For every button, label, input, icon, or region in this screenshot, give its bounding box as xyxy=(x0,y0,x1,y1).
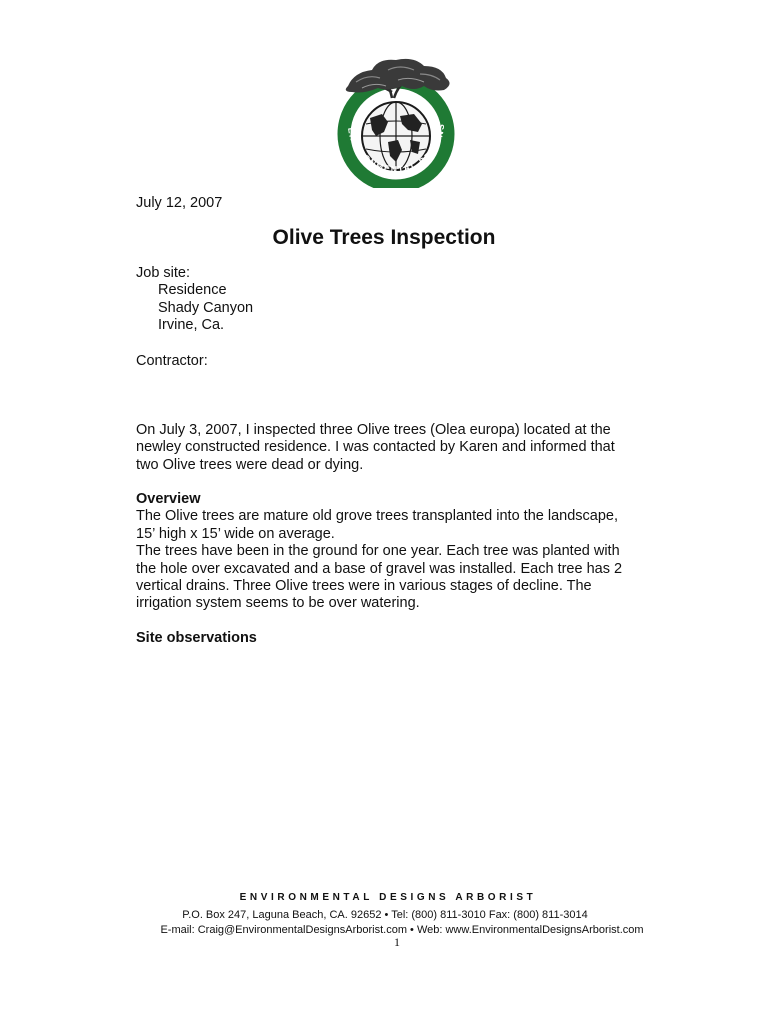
logo-ring-text: ENVIRONMENTAL DESIGNS xyxy=(346,122,447,175)
job-site-line: Residence xyxy=(158,282,227,299)
overview-heading: Overview xyxy=(136,491,201,507)
letter-date: July 12, 2007 xyxy=(136,195,223,211)
paragraph-line: On July 3, 2007, I inspected three Olive trees (Olea europa) located at the xyxy=(136,422,611,438)
footer-contact-line: E-mail: Craig@EnvironmentalDesignsArborist.com • Web: www.EnvironmentalDesignsArborist.com xyxy=(160,924,644,936)
overview-section xyxy=(136,491,622,613)
job-site-label: Job site: xyxy=(136,265,190,281)
site-observations-heading: Site observations xyxy=(136,630,257,646)
environmental-designs-logo xyxy=(328,52,464,188)
footer-company-name: ENVIRONMENTAL DESIGNS ARBORIST xyxy=(239,892,537,903)
job-site-line: Irvine, Ca. xyxy=(158,317,225,334)
footer-address-line: P.O. Box 247, Laguna Beach, CA. 92652 • Tel: (800) 811-3010 Fax: (800) 811-3014 xyxy=(182,909,588,921)
paragraph-line: vertical drains. Three Olive trees were in various stages of decline. The xyxy=(136,578,592,595)
page-title: Olive Trees Inspection xyxy=(272,226,496,249)
contractor-label: Contractor: xyxy=(136,353,208,369)
intro-paragraph xyxy=(136,422,615,474)
paragraph-line: newley constructed residence. I was contacted by Karen and informed that xyxy=(136,439,615,456)
paragraph-line: 15’ high x 15’ wide on average. xyxy=(136,525,335,542)
paragraph-line: irrigation system seems to be over watering. xyxy=(136,595,420,612)
paragraph-line: The trees have been in the ground for one year. Each tree was planted with xyxy=(136,543,620,560)
paragraph-line: two Olive trees were dead or dying. xyxy=(136,456,364,473)
job-site-section xyxy=(136,265,253,335)
letterhead-footer xyxy=(0,892,768,938)
job-site-line: Shady Canyon xyxy=(158,299,254,316)
paragraph-line: The Olive trees are mature old grove trees transplanted into the landscape, xyxy=(136,508,618,525)
page-number: 1 xyxy=(394,935,400,949)
paragraph-line: the hole over excavated and a base of gravel was installed. Each tree has 2 xyxy=(136,560,623,577)
